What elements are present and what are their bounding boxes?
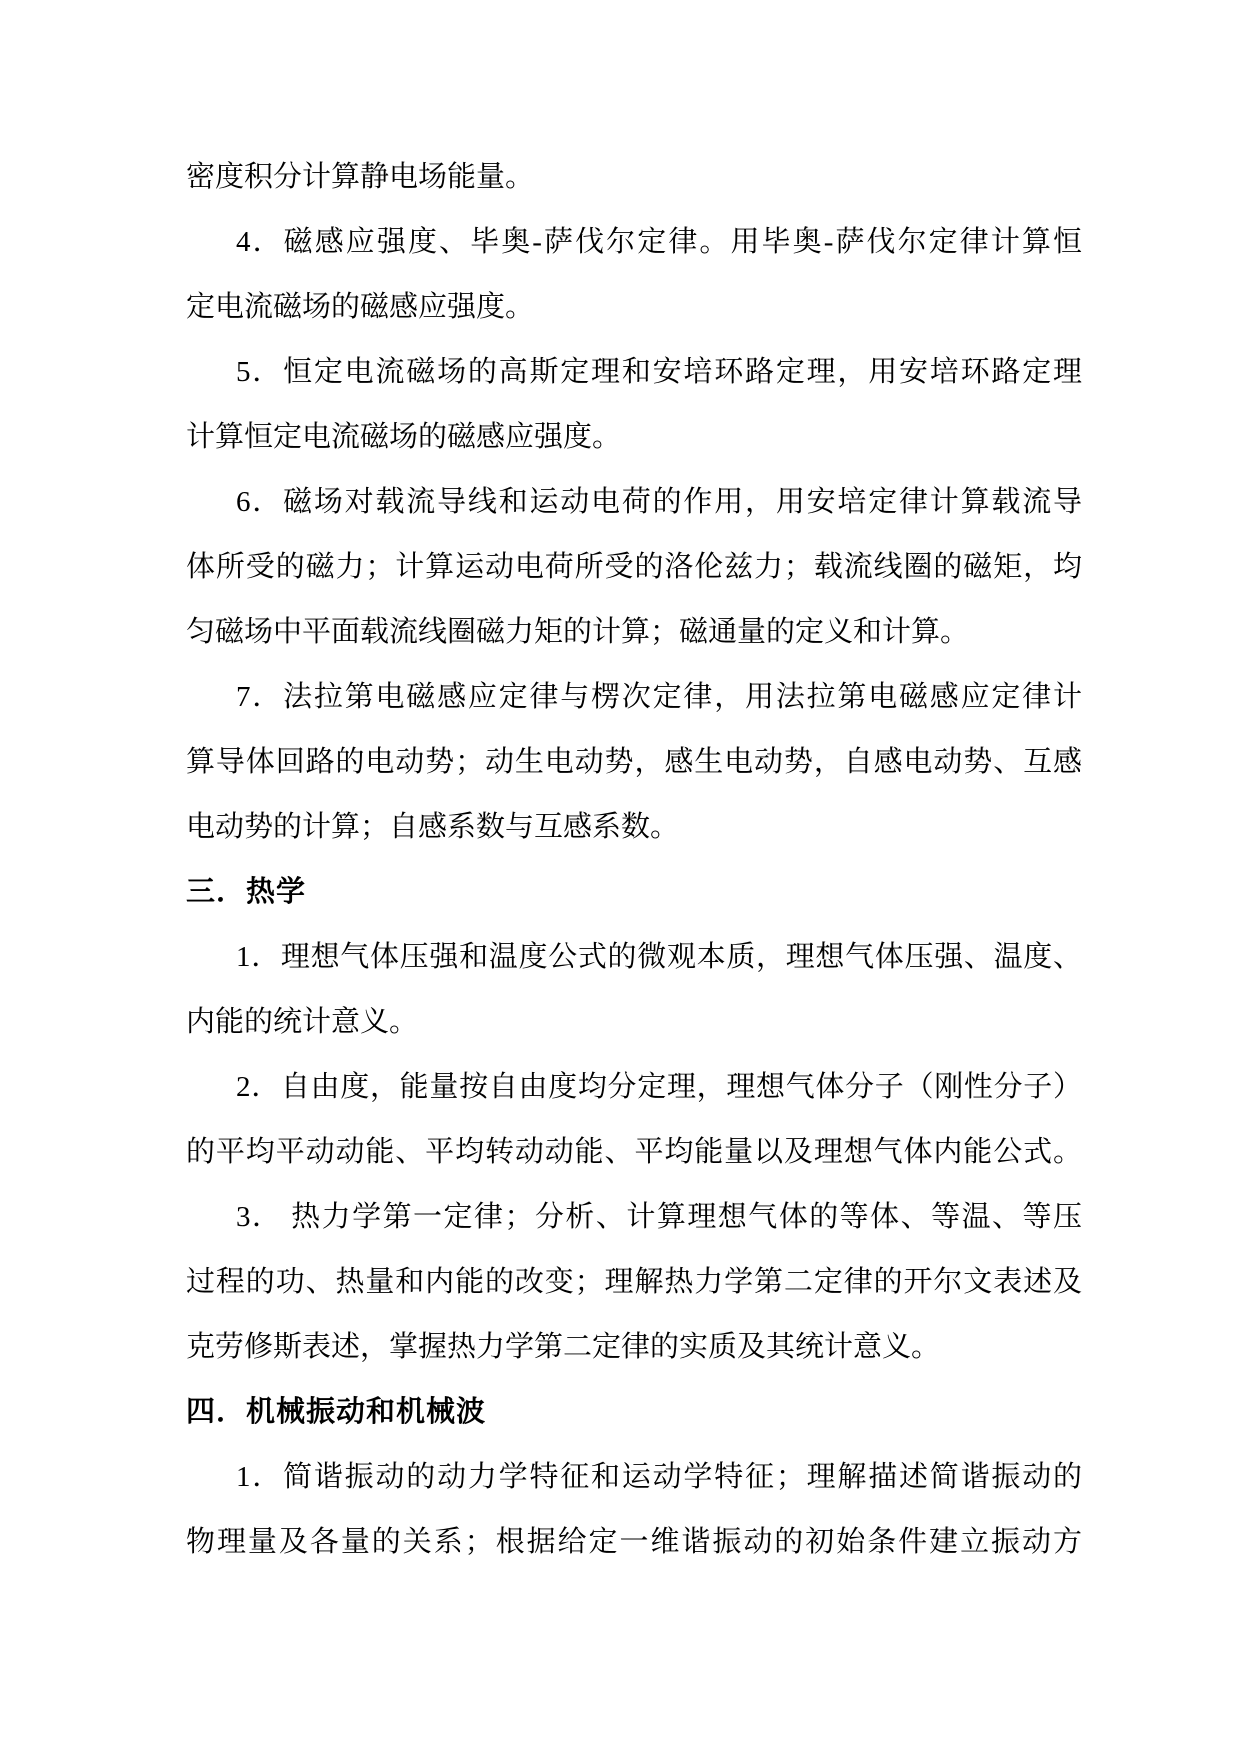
text-line: 体所受的磁力；计算运动电荷所受的洛伦兹力；载流线圈的磁矩，均 [186, 551, 1082, 583]
text-line: 2．自由度，能量按自由度均分定理，理想气体分子（刚性分子） [236, 1071, 1082, 1103]
text-line: 算导体回路的电动势；动生电动势，感生电动势，自感电动势、互感 [186, 746, 1082, 778]
text-line: 的平均平动动能、平均转动动能、平均能量以及理想气体内能公式。 [186, 1136, 1082, 1168]
text-line: 7．法拉第电磁感应定律与楞次定律，用法拉第电磁感应定律计 [236, 681, 1082, 713]
text-line: 克劳修斯表述，掌握热力学第二定律的实质及其统计意义。 [186, 1331, 941, 1363]
text-line: 5．恒定电流磁场的高斯定理和安培环路定理，用安培环路定理 [236, 356, 1082, 388]
text-line: 6．磁场对载流导线和运动电荷的作用，用安培定律计算载流导 [236, 486, 1082, 518]
text-line: 1．理想气体压强和温度公式的微观本质，理想气体压强、温度、 [236, 941, 1082, 973]
document-body [186, 145, 1082, 1575]
section-heading: 四．机械振动和机械波 [186, 1396, 487, 1428]
text-line: 电动势的计算；自感系数与互感系数。 [186, 811, 680, 843]
text-line: 匀磁场中平面载流线圈磁力矩的计算；磁通量的定义和计算。 [186, 616, 970, 648]
text-line: 1．简谐振动的动力学特征和运动学特征；理解描述简谐振动的 [236, 1461, 1082, 1493]
text-line: 4．磁感应强度、毕奥-萨伐尔定律。用毕奥-萨伐尔定律计算恒 [236, 226, 1082, 258]
text-line: 计算恒定电流磁场的磁感应强度。 [186, 421, 622, 453]
text-line: 密度积分计算静电场能量。 [186, 161, 535, 193]
text-line: 3． 热力学第一定律；分析、计算理想气体的等体、等温、等压 [236, 1201, 1082, 1233]
text-line: 过程的功、热量和内能的改变；理解热力学第二定律的开尔文表述及 [186, 1266, 1082, 1298]
section-heading: 三．热学 [186, 876, 307, 908]
text-line: 内能的统计意义。 [186, 1006, 419, 1038]
text-line: 定电流磁场的磁感应强度。 [186, 291, 535, 323]
text-line: 物理量及各量的关系；根据给定一维谐振动的初始条件建立振动方 [186, 1526, 1082, 1558]
